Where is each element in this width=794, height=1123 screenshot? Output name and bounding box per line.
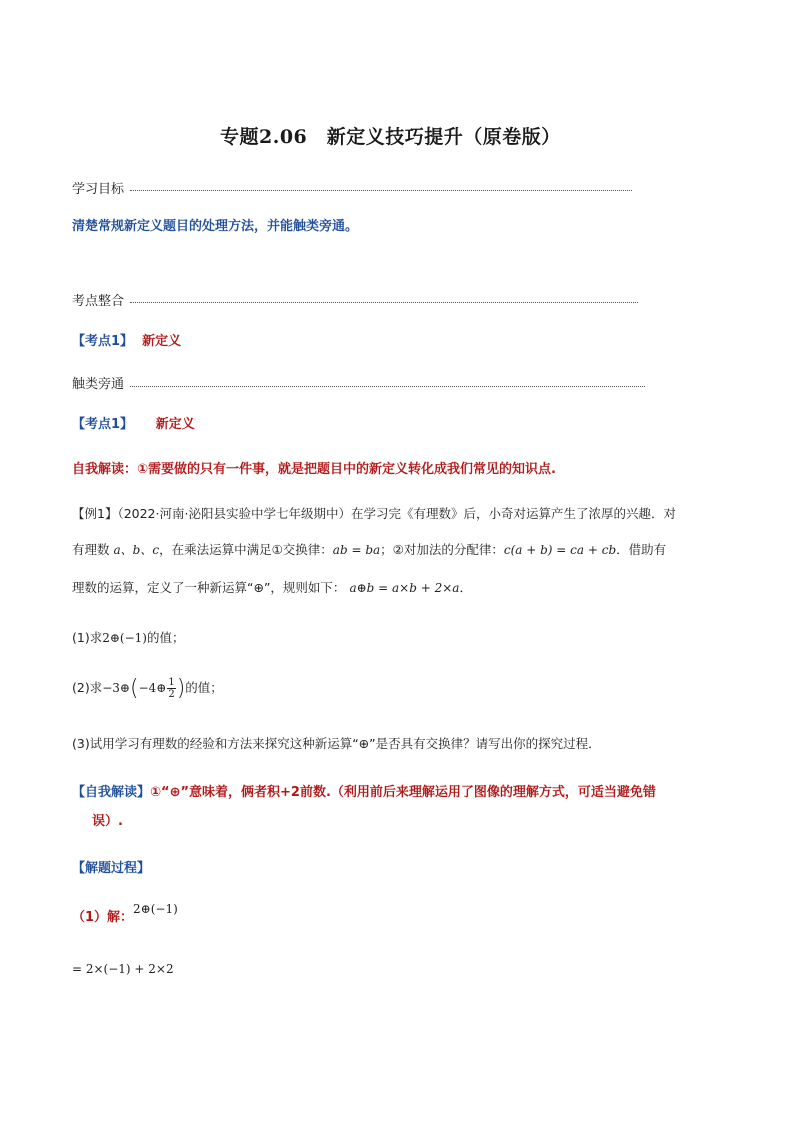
self-read-tag: 【自我解读】	[72, 785, 151, 800]
section-practice: 触类旁通	[72, 377, 125, 392]
question-3: (3)试用学习有理数的经验和方法来探究这种新运算“⊕”是否具有交换律？请写出你的探究过程．	[72, 736, 601, 751]
self-read-2-line-1	[72, 781, 656, 800]
self-read-2-line-2: 误）.	[92, 814, 123, 829]
point1-heading	[72, 330, 181, 349]
solution-step-2: = 2×(−1) + 2×2	[72, 962, 174, 976]
example-text: 在学习完《有理数》后，小奇对运算产生了浓厚的兴趣．对	[350, 506, 676, 521]
page-title: 专题2.06 新定义技巧提升（原卷版）	[220, 126, 561, 148]
example-tag: 【例1】	[72, 506, 118, 521]
example-line-1	[72, 504, 676, 522]
solution-label: （1）解：	[72, 910, 134, 925]
divider-line	[130, 190, 632, 191]
paren-close: )	[176, 676, 186, 701]
section-exam-points: 考点整合	[72, 294, 125, 309]
question-text: 的值；	[185, 680, 223, 695]
question-label: (2)求	[72, 680, 103, 695]
self-read-note: 自我解读：①需要做的只有一件事，就是把题目中的新定义转化成我们常见的知识点.	[72, 462, 556, 477]
example-line-2	[72, 540, 666, 558]
point1-heading-2	[72, 413, 195, 432]
point1-tag: 【考点1】	[72, 334, 134, 349]
example-text: ．借助有	[616, 542, 667, 557]
math-expression: 2⊕(−1)	[133, 902, 178, 916]
point1-title: 新定义	[142, 334, 182, 349]
math-distributive: c(a + b) = ca + cb	[503, 543, 617, 557]
divider-line	[130, 386, 645, 387]
example-text: ；②对加法的分配律：	[380, 542, 504, 557]
paren-open: (	[129, 676, 139, 701]
learning-goal-text: 清楚常规新定义题目的处理方法，并能触类旁通。	[72, 219, 359, 234]
math-commutative: ab = ba	[332, 543, 381, 557]
question-2	[72, 676, 223, 701]
fraction-denominator: 2	[168, 689, 175, 700]
fraction-numerator: 1	[168, 677, 175, 688]
example-line-3	[72, 578, 472, 596]
math-variables: a、b、c	[113, 543, 160, 557]
example-text: 有理数	[72, 542, 110, 557]
example-text: ．	[459, 580, 472, 595]
point1-title: 新定义	[155, 417, 195, 432]
question-label: (1)求	[72, 630, 103, 645]
section-learning-goal: 学习目标	[72, 182, 125, 197]
math-expression: −4⊕	[138, 681, 167, 695]
point1-tag: 【考点1】	[72, 417, 134, 432]
math-expression: −3⊕	[102, 681, 130, 695]
solution-step-1	[72, 902, 178, 925]
example-source: （2022·河南·泌阳县实验中学七年级期中）	[117, 506, 351, 521]
self-read-text: ①“⊕”意味着，俩者积+2前数.（利用前后来理解运用了图像的理解方式，可适当避免错	[150, 785, 656, 800]
math-expression: 2⊕(−1)	[102, 631, 147, 645]
solution-heading: 【解题过程】	[72, 861, 151, 876]
example-text: ，在乘法运算中满足①交换律：	[159, 542, 333, 557]
question-1	[72, 628, 184, 646]
question-text: 的值；	[146, 630, 185, 645]
example-text: 理数的运算，定义了一种新运算“⊕”，规则如下：	[72, 580, 346, 595]
math-rule: a⊕b = a×b + 2×a	[349, 581, 460, 595]
fraction	[167, 677, 175, 700]
divider-line	[130, 302, 638, 303]
